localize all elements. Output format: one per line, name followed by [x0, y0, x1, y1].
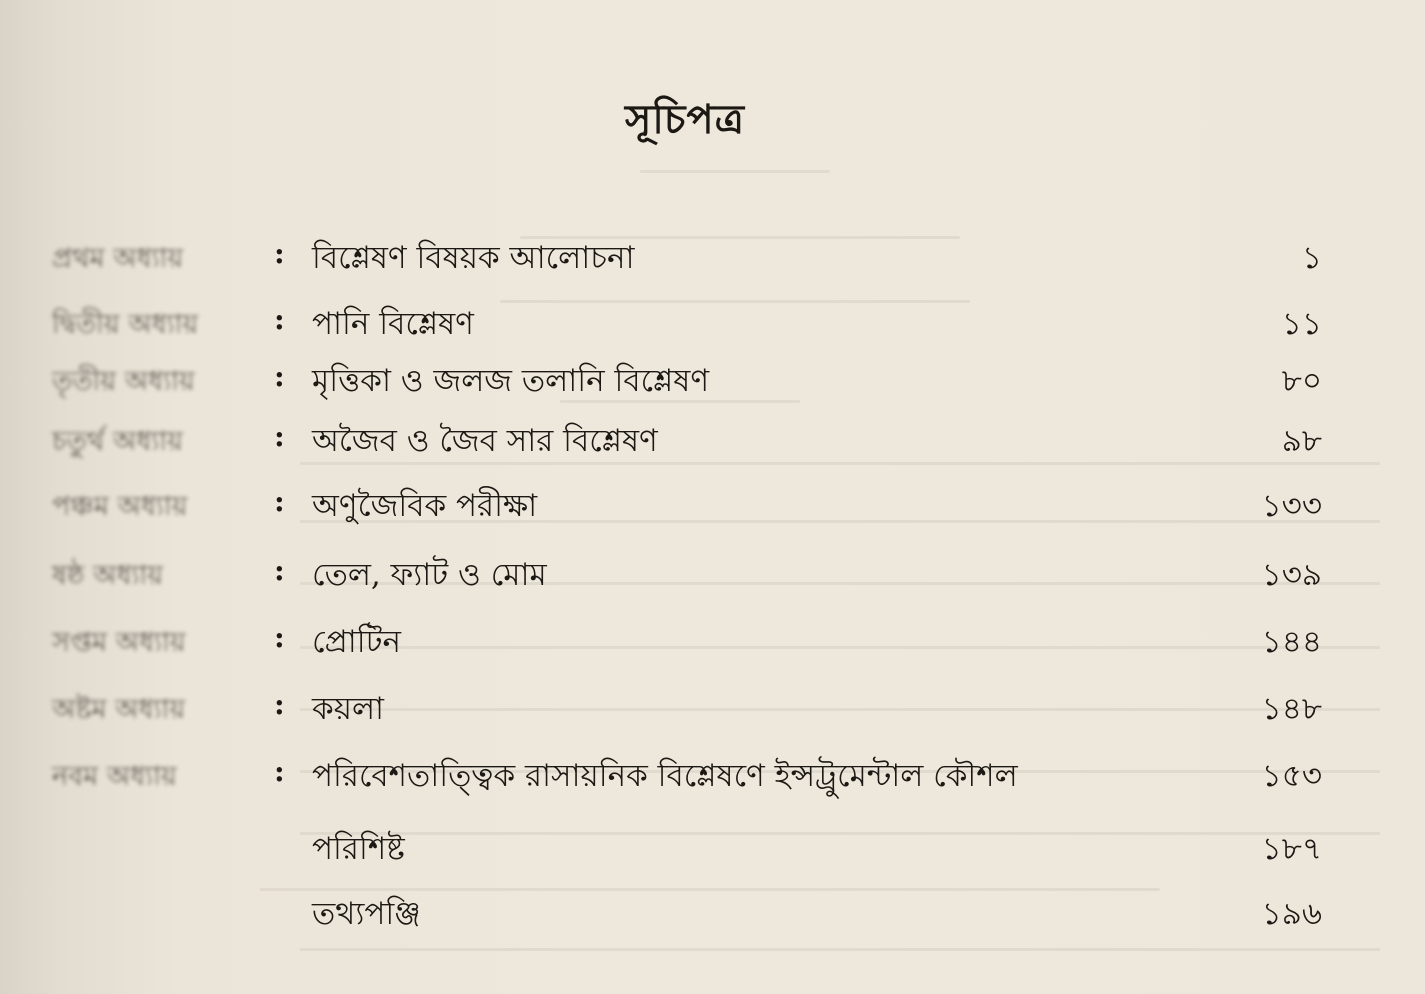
page-number: ১৩৩ — [1261, 488, 1322, 524]
chapter-label: প্রথম অধ্যায় — [52, 243, 184, 274]
toc-row — [0, 415, 1425, 469]
chapter-label: ষষ্ঠ অধ্যায় — [52, 560, 164, 591]
toc-row — [0, 616, 1425, 670]
chapter-label: সপ্তম অধ্যায় — [52, 627, 186, 658]
page-number: ১ — [1301, 240, 1322, 276]
entry-title: প্রোটিন — [312, 624, 401, 660]
page-number: ১৫৩ — [1261, 758, 1322, 794]
entry-title: তেল, ফ্যাট ও মোম — [312, 557, 547, 593]
toc-row — [0, 549, 1425, 603]
entry-title: কয়লা — [312, 691, 385, 727]
chapter-label: তৃতীয় অধ্যায় — [52, 366, 195, 397]
separator-colon: : — [274, 419, 285, 453]
toc-row — [0, 480, 1425, 534]
page-number: ১৮৭ — [1261, 831, 1322, 867]
separator-colon: : — [274, 359, 285, 393]
entry-title: মৃত্তিকা ও জলজ তলানি বিশ্লেষণ — [312, 363, 710, 399]
toc-row — [0, 355, 1425, 409]
entry-title: পানি বিশ্লেষণ — [312, 306, 474, 342]
separator-colon: : — [274, 236, 285, 270]
toc-row — [0, 298, 1425, 352]
entry-title: অণুজৈবিক পরীক্ষা — [312, 488, 538, 524]
page-number: ১১ — [1281, 306, 1322, 342]
page-number: ৮০ — [1281, 363, 1322, 399]
page-number: ৯৮ — [1281, 423, 1322, 459]
toc-row — [0, 750, 1425, 804]
separator-colon: : — [274, 553, 285, 587]
separator-colon: : — [274, 302, 285, 336]
separator-colon: : — [274, 754, 285, 788]
separator-colon: : — [274, 484, 285, 518]
chapter-label: দ্বিতীয় অধ্যায় — [52, 309, 199, 340]
entry-title: তথ্যপঞ্জি — [312, 896, 421, 932]
page-title: সূচিপত্র — [625, 96, 745, 143]
chapter-label: চতুর্থ অধ্যায় — [52, 426, 183, 457]
page-number: ১৪৪ — [1261, 624, 1322, 660]
entry-title: পরিবেশতাত্ত্বিক রাসায়নিক বিশ্লেষণে ইন্সট্রুমেন্টাল কৌশল — [312, 758, 1018, 794]
entry-title: অজৈব ও জৈব সার বিশ্লেষণ — [312, 423, 658, 459]
page-number: ১৩৯ — [1261, 557, 1322, 593]
toc-row — [0, 683, 1425, 737]
separator-colon: : — [274, 620, 285, 654]
page-number: ১৯৬ — [1261, 896, 1322, 932]
entry-title: বিশ্লেষণ বিষয়ক আলোচনা — [312, 240, 635, 276]
toc-row — [0, 888, 1425, 942]
toc-row — [0, 823, 1425, 877]
separator-colon: : — [274, 687, 285, 721]
toc-row — [0, 232, 1425, 286]
chapter-label: নবম অধ্যায় — [52, 761, 177, 792]
entry-title: পরিশিষ্ট — [312, 831, 405, 867]
chapter-label: অষ্টম অধ্যায় — [52, 694, 186, 725]
chapter-label: পঞ্চম অধ্যায় — [52, 491, 188, 522]
page-number: ১৪৮ — [1261, 691, 1322, 727]
